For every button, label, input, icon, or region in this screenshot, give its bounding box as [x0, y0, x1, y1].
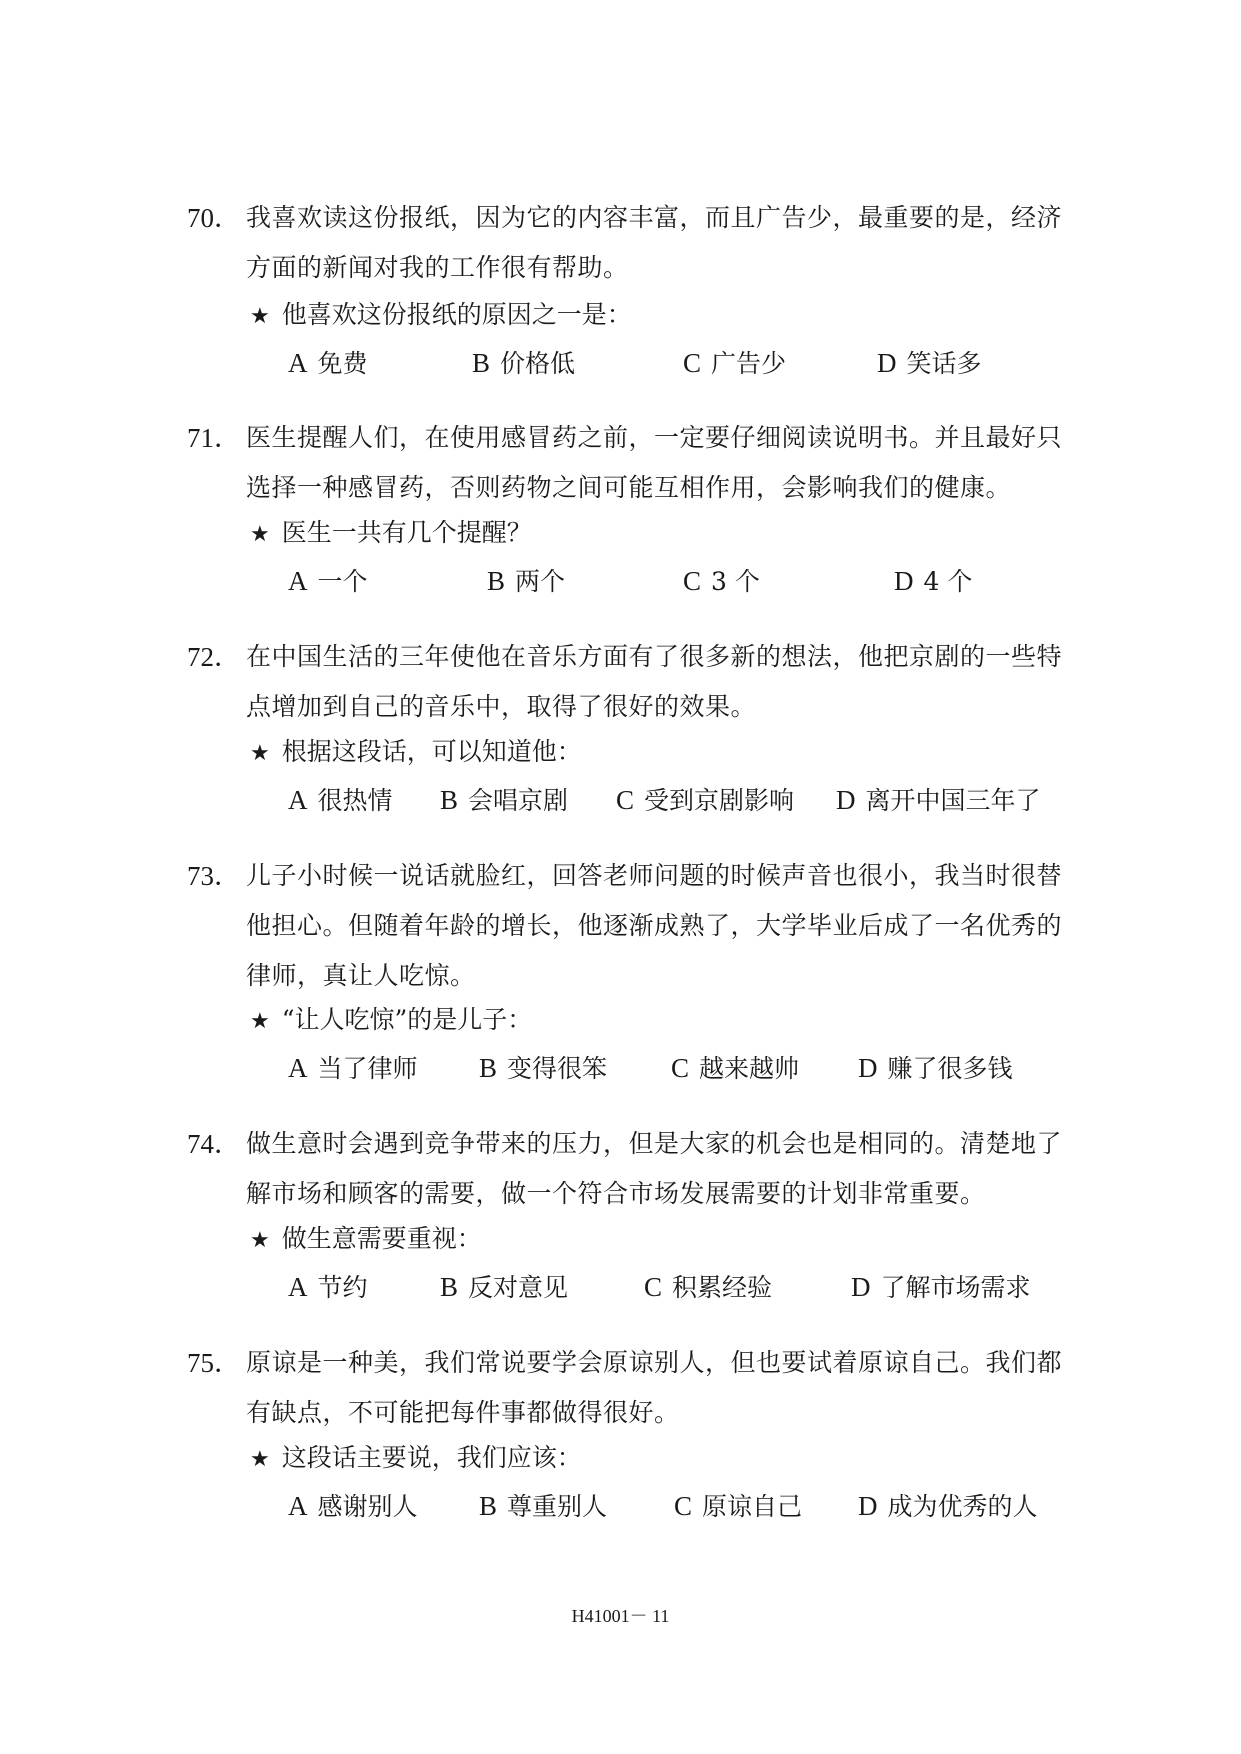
option-letter: A [288, 566, 308, 596]
question-number: 75． [187, 1348, 241, 1378]
option-text: 一个 [317, 567, 368, 596]
option-b[interactable] [440, 1267, 568, 1308]
question-number: 71． [187, 423, 241, 453]
question-text [246, 413, 1063, 513]
question-text-line: 选择一种感冒药，否则药物之间可能互相作用，会影响我们的健康。 [246, 473, 1012, 502]
question-text-line: 有缺点，不可能把每件事都做得很好。 [246, 1398, 680, 1427]
star-icon: ★ [250, 304, 270, 329]
option-text: 3 个 [711, 567, 760, 596]
question-number: 74． [187, 1129, 241, 1159]
option-c[interactable] [674, 1486, 802, 1527]
question-text-line: 原谅是一种美，我们常说要学会原谅别人，但也要试着原谅自己。我们都 [246, 1348, 1063, 1377]
option-letter: D [877, 348, 897, 378]
option-text: 4 个 [923, 567, 973, 596]
option-letter: D [858, 1053, 878, 1083]
option-text: 了解市场需求 [880, 1273, 1031, 1302]
question-text-line: 律师，真让人吃惊。 [246, 961, 476, 990]
question-text [246, 1119, 1063, 1219]
option-text: 尊重别人 [507, 1492, 608, 1521]
question-prompt [250, 1219, 482, 1261]
option-a[interactable] [288, 1486, 418, 1527]
star-icon: ★ [250, 1228, 270, 1253]
option-text: 成为优秀的人 [887, 1492, 1038, 1521]
question-text-line: 我喜欢读这份报纸，因为它的内容丰富，而且广告少，最重要的是，经济 [246, 203, 1063, 232]
page-footer: H41001－ 11 [571, 1606, 670, 1626]
option-text: 广告少 [711, 349, 787, 378]
question-text [246, 851, 1063, 1001]
option-d[interactable] [894, 561, 972, 602]
question-text-line: 他担心。但随着年龄的增长，他逐渐成熟了，大学毕业后成了一名优秀的 [246, 911, 1063, 940]
option-letter: D [836, 785, 856, 815]
option-text: 免费 [317, 349, 368, 378]
option-c[interactable] [683, 561, 760, 602]
question-text-line: 点增加到自己的音乐中，取得了很好的效果。 [246, 692, 757, 721]
option-text: 感谢别人 [317, 1492, 418, 1521]
question-text-line: 医生提醒人们，在使用感冒药之前，一定要仔细阅读说明书。并且最好只 [246, 423, 1063, 452]
question-text [246, 632, 1063, 732]
question-prompt [250, 513, 532, 555]
option-letter: D [894, 566, 914, 596]
question-prompt [250, 295, 632, 337]
question-text-line: 在中国生活的三年使他在音乐方面有了很多新的想法，他把京剧的一些特 [246, 642, 1063, 671]
prompt-text: 医生一共有几个提醒？ [281, 518, 532, 547]
option-letter: A [288, 785, 308, 815]
option-letter: A [288, 1272, 308, 1302]
option-letter: C [644, 1272, 663, 1302]
question-number: 72． [187, 642, 241, 672]
option-a[interactable] [288, 1267, 368, 1308]
option-text: 赚了很多钱 [887, 1054, 1013, 1083]
option-letter: C [674, 1491, 693, 1521]
option-text: 变得很笨 [507, 1054, 608, 1083]
prompt-text: 根据这段话，可以知道他： [281, 737, 582, 766]
prompt-text: 他喜欢这份报纸的原因之一是： [281, 300, 632, 329]
question-text-line: 解市场和顾客的需要，做一个符合市场发展需要的计划非常重要。 [246, 1179, 986, 1208]
star-icon: ★ [250, 522, 270, 547]
option-letter: A [288, 348, 308, 378]
option-b[interactable] [479, 1486, 607, 1527]
prompt-text: 做生意需要重视： [281, 1224, 482, 1253]
option-letter: A [288, 1053, 308, 1083]
option-letter: C [683, 348, 702, 378]
star-icon: ★ [250, 1009, 270, 1034]
question-prompt [250, 1438, 582, 1480]
option-d[interactable] [851, 1267, 1031, 1308]
option-c[interactable] [644, 1267, 772, 1308]
star-icon: ★ [250, 1447, 270, 1472]
option-text: 节约 [317, 1273, 368, 1302]
option-b[interactable] [479, 1048, 607, 1089]
option-a[interactable] [288, 780, 393, 821]
question-text [246, 193, 1063, 293]
option-c[interactable] [671, 1048, 799, 1089]
option-letter: C [616, 785, 635, 815]
option-text: 受到京剧影响 [644, 786, 795, 815]
option-b[interactable] [472, 343, 575, 384]
question-text-line: 做生意时会遇到竞争带来的压力，但是大家的机会也是相同的。清楚地了 [246, 1129, 1063, 1158]
option-a[interactable] [288, 1048, 418, 1089]
option-text: 越来越帅 [699, 1054, 800, 1083]
option-text: 原谅自己 [702, 1492, 803, 1521]
option-letter: A [288, 1491, 308, 1521]
option-b[interactable] [487, 561, 565, 602]
option-letter: D [858, 1491, 878, 1521]
option-letter: C [671, 1053, 690, 1083]
question-number: 73． [187, 861, 241, 891]
option-d[interactable] [858, 1486, 1038, 1527]
option-d[interactable] [836, 780, 1041, 821]
option-d[interactable] [858, 1048, 1013, 1089]
question-prompt [250, 1000, 532, 1042]
option-text: 离开中国三年了 [865, 786, 1041, 815]
option-a[interactable] [288, 561, 368, 602]
option-d[interactable] [877, 343, 982, 384]
star-icon: ★ [250, 741, 270, 766]
option-text: 两个 [515, 567, 566, 596]
option-c[interactable] [616, 780, 794, 821]
option-letter: C [683, 566, 702, 596]
option-a[interactable] [288, 343, 368, 384]
option-text: 会唱京剧 [468, 786, 569, 815]
option-text: 当了律师 [317, 1054, 418, 1083]
option-text: 反对意见 [468, 1273, 569, 1302]
question-text [246, 1338, 1063, 1438]
option-text: 很热情 [317, 786, 393, 815]
option-letter: B [479, 1491, 498, 1521]
option-text: 积累经验 [672, 1273, 773, 1302]
option-text: 价格低 [500, 349, 576, 378]
option-b[interactable] [440, 780, 568, 821]
option-text: 笑话多 [906, 349, 982, 378]
option-letter: B [472, 348, 491, 378]
question-prompt [250, 732, 582, 774]
prompt-text: 这段话主要说，我们应该： [281, 1443, 582, 1472]
question-text-line: 方面的新闻对我的工作很有帮助。 [246, 253, 629, 282]
option-c[interactable] [683, 343, 786, 384]
option-letter: B [440, 1272, 459, 1302]
question-text-line: 儿子小时候一说话就脸红，回答老师问题的时候声音也很小，我当时很替 [246, 861, 1063, 890]
question-number: 70． [187, 203, 241, 233]
prompt-text: “让人吃惊”的是儿子： [281, 1005, 533, 1034]
option-letter: B [479, 1053, 498, 1083]
option-letter: D [851, 1272, 871, 1302]
option-letter: B [440, 785, 459, 815]
option-letter: B [487, 566, 506, 596]
